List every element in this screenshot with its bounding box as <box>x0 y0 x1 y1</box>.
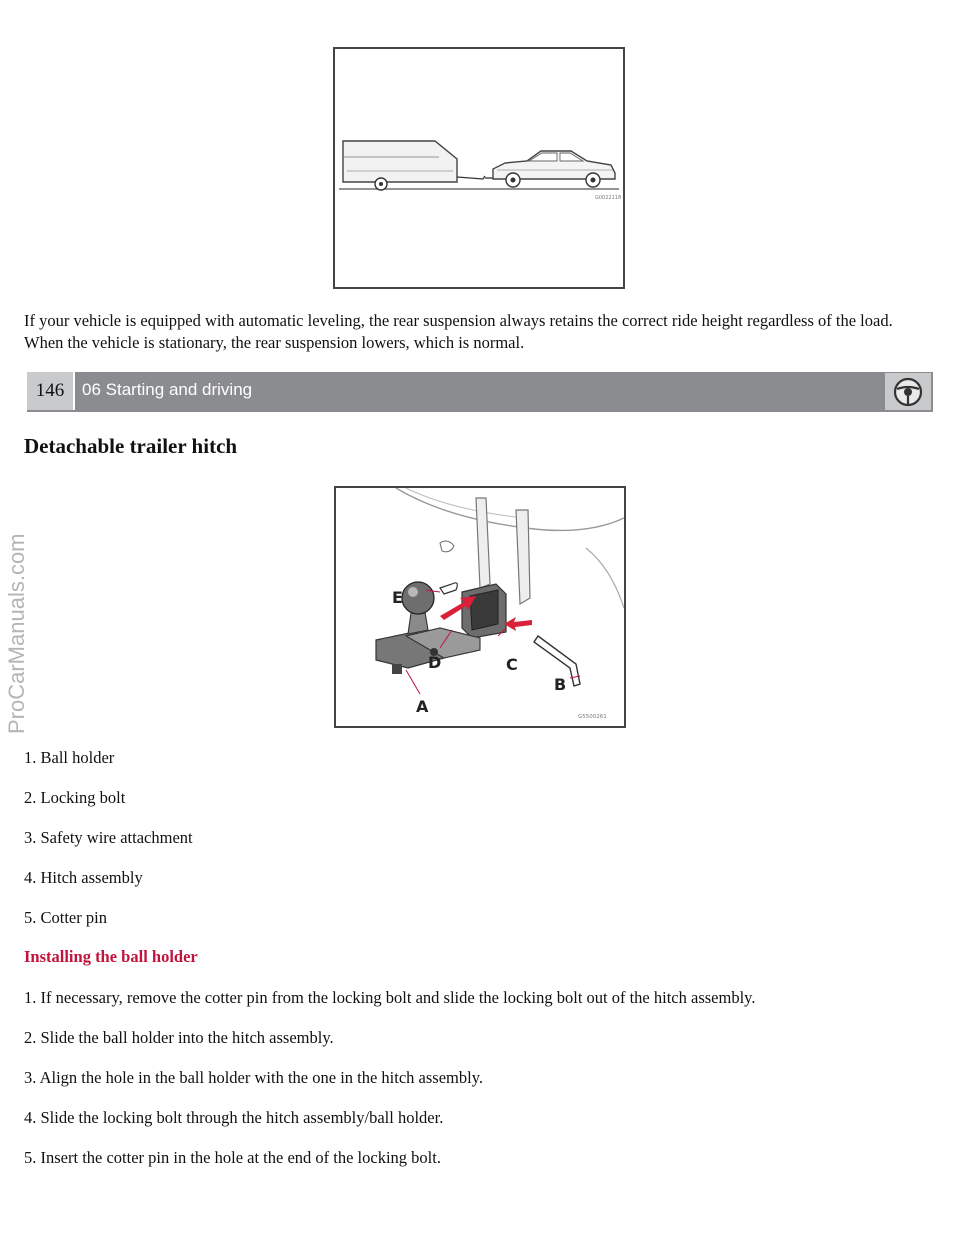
figure2-code: G5500261 <box>578 714 607 720</box>
installation-steps <box>24 987 755 1187</box>
component-legend <box>24 747 193 947</box>
list-item: 3. Safety wire attachment <box>24 828 193 847</box>
list-item: 1. Ball holder <box>24 748 115 767</box>
step-item: 4. Slide the locking bolt through the hitch assembly/ball holder. <box>24 1108 444 1127</box>
intro-paragraph: If your vehicle is equipped with automatic leveling, the rear suspension always retains the correct ride height regardless of the load. When the vehicle is stationary, the rear suspension lowers, which is normal. <box>24 311 893 352</box>
list-item: 5. Cotter pin <box>24 908 107 927</box>
figure2-label-a: A <box>416 697 429 716</box>
installing-subheading: Installing the ball holder <box>24 947 198 966</box>
section-title: 06 Starting and driving <box>82 380 253 399</box>
figure-car-towing-trailer <box>333 47 625 289</box>
figure-trailer-hitch <box>334 486 626 728</box>
step-item: 5. Insert the cotter pin in the hole at the end of the locking bolt. <box>24 1148 441 1167</box>
figure2-label-d: D <box>428 653 442 672</box>
step-item: 1. If necessary, remove the cotter pin from the locking bolt and slide the locking bolt out of the hitch assembly. <box>24 988 756 1007</box>
figure1-code: G0022118 <box>595 195 622 201</box>
page-heading: Detachable trailer hitch <box>24 434 238 458</box>
step-item: 2. Slide the ball holder into the hitch assembly. <box>24 1028 334 1047</box>
page-number: 146 <box>27 372 75 410</box>
steering-wheel-icon <box>885 373 931 410</box>
figure2-label-c: C <box>506 655 518 674</box>
hitch-illustration <box>336 488 624 726</box>
watermark-text: ProCarManuals.com <box>4 533 29 734</box>
step-item: 3. Align the hole in the ball holder with the one in the hitch assembly. <box>24 1068 484 1087</box>
list-item: 2. Locking bolt <box>24 788 126 807</box>
car-trailer-illustration <box>335 49 623 287</box>
list-item: 4. Hitch assembly <box>24 868 143 887</box>
figure2-label-b: B <box>554 675 567 694</box>
figure2-label-e: E <box>392 588 403 607</box>
